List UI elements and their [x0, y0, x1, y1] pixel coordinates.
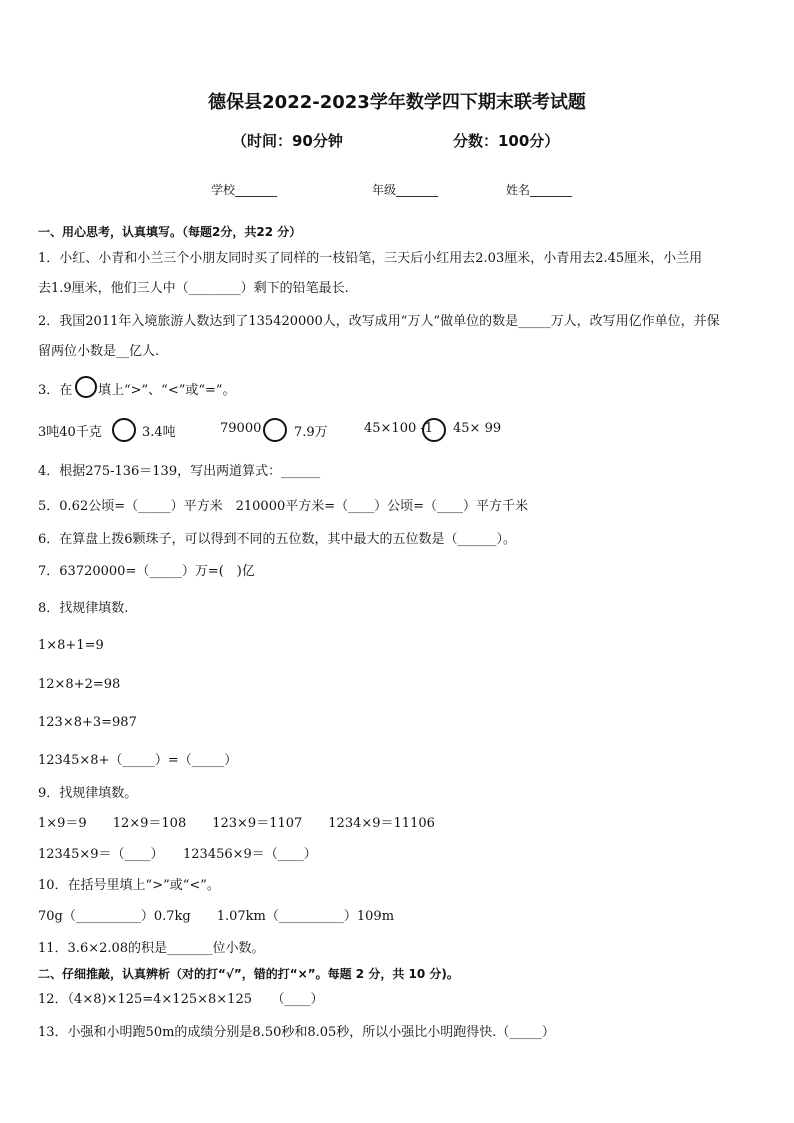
compare-circle-icon[interactable]: [263, 418, 287, 442]
question-8-row-4: 12345×8+（_____）=（_____）: [38, 753, 238, 768]
compare-circle-icon: [75, 376, 97, 398]
exam-score: 分数：100分）: [453, 132, 560, 150]
question-1-line-1: 1．小红、小青和小兰三个小朋友同时买了同样的一枝铅笔，三天后小红用去2.03厘米，小青用去2.45厘米，小兰用: [38, 251, 703, 266]
question-8-row-3: 123×8+3=987: [38, 715, 137, 730]
question-12: 12．（4×8)×125=4×125×8×125 （____）: [38, 992, 324, 1007]
question-7: 7．63720000=（_____）万=( )亿: [38, 564, 255, 579]
question-9-row-2: 12345×9＝（____） 123456×9＝（____）: [38, 847, 317, 862]
question-3a-right: 3.4吨: [142, 425, 176, 440]
question-3b-right: 7.9万: [294, 425, 328, 440]
question-1-line-2: 去1.9厘米，他们三人中（________）剩下的铅笔最长.: [38, 281, 349, 296]
question-3-text: 填上“>”、“<”或“=”。: [98, 383, 236, 398]
question-2-line-1: 2．我国2011年入境旅游人数达到了135420000人，改写成用“万人”做单位的数是_____万人，改写用亿作单位，并保: [38, 314, 720, 329]
exam-time: （时间：90分钟: [232, 132, 343, 150]
question-8-row-1: 1×8+1=9: [38, 638, 104, 653]
question-3c-right: 45× 99: [453, 421, 502, 436]
question-10-row-1: 70g（__________）0.7kg 1.07km（__________）109m: [38, 909, 395, 924]
section-1-heading: 一、用心思考，认真填写。（每题2分，共22 分）: [38, 225, 302, 239]
question-4: 4．根据275-136＝139，写出两道算式：______: [38, 464, 321, 479]
compare-circle-icon[interactable]: [112, 418, 136, 442]
page-title: 德保县2022-2023学年数学四下期末联考试题: [208, 92, 586, 113]
question-6: 6．在算盘上拨6颗珠子，可以得到不同的五位数，其中最大的五位数是（______）。: [38, 532, 517, 547]
school-field: 学校_______: [211, 183, 278, 197]
question-13: 13．小强和小明跑50m的成绩分别是8.50秒和8.05秒，所以小强比小明跑得快.（_____）: [38, 1025, 555, 1040]
question-5: 5．0.62公顷=（_____）平方米 210000平方米=（____）公顷=（____）平方千米: [38, 499, 529, 514]
question-3a-left: 3吨40千克: [38, 425, 102, 440]
name-field: 姓名_______: [506, 183, 573, 197]
question-8-row-2: 12×8+2=98: [38, 677, 121, 692]
section-2-heading: 二、仔细推敲，认真辨析（对的打“√”，错的打“×”。每题 2 分，共 10 分)。: [38, 967, 459, 981]
question-10: 10．在括号里填上“>”或“<”。: [38, 878, 220, 893]
question-9: 9．找规律填数。: [38, 786, 138, 801]
question-3-prefix: 3．在: [38, 383, 73, 398]
question-3b-left: 79000: [220, 421, 262, 436]
question-8: 8．找规律填数.: [38, 601, 129, 616]
grade-field: 年级_______: [372, 183, 439, 197]
question-11: 11．3.6×2.08的积是_______位小数。: [38, 941, 265, 956]
question-2-line-2: 留两位小数是__亿人.: [38, 344, 160, 359]
question-9-row-1: 1×9＝9 12×9＝108 123×9＝1107 1234×9＝11106: [38, 816, 435, 831]
compare-circle-icon[interactable]: [422, 418, 446, 442]
question-3c-left: 45×100 -1: [364, 421, 434, 436]
